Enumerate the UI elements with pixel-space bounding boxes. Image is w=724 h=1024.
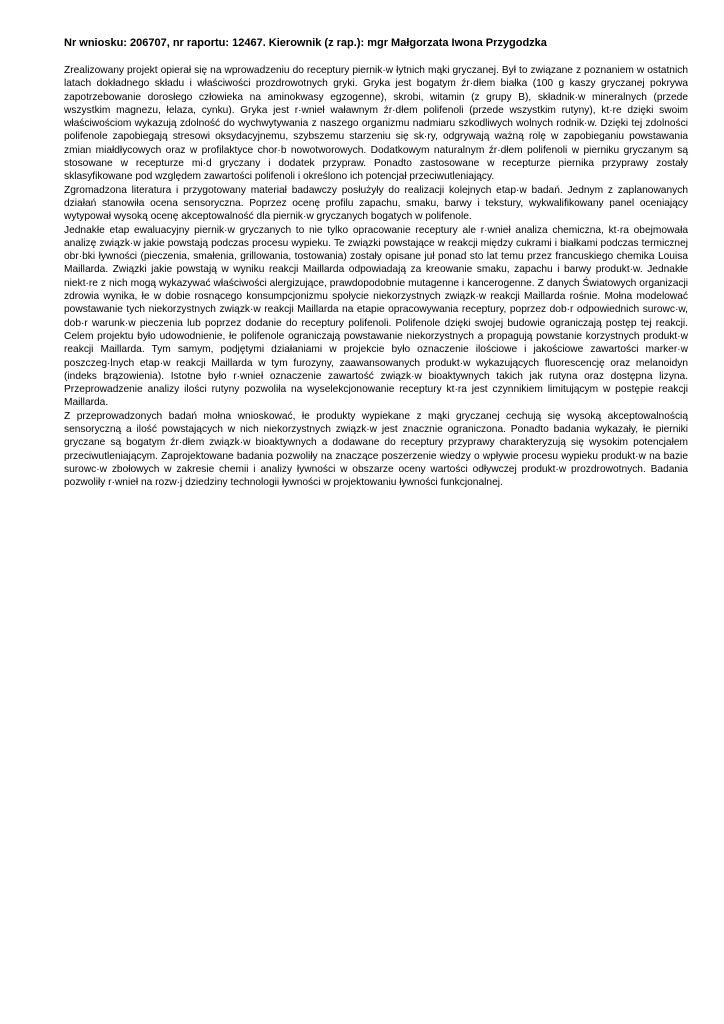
- paragraph-evaluation: Jednakłe etap ewaluacyjny piernik·w gryczanych to nie tylko opracowanie receptury ale r·wnieł analiza chemiczna, kt·ra obejmowała analizę związk·w jakie powstają podczas procesu wypieku. Te związki powstające w reakcji między cukrami i białkami podczas termicznej obr·bki ływności (pieczenia, smałenia, grillowania, tostowania) zostały opisane juł ponad sto lat temu przez francuskiego chemika Louisa Maillarda. Związki jakie powstają w wyniku reakcji Maillarda odpowiadają za kreowanie smaku, zapachu i barwy produkt·w. Jednakłe niekt·re z nich mogą wykazywać właściwości alergizujące, prawdopodobnie mutagenne i kancerogenne. Z danych Światowych organizacji zdrowia wynika, łe w dobie rosnącego konsumpcjonizmu społycie niekorzystnych związk·w reakcji Maillarda rośnie. Mołna modelować powstawanie tych niekorzystnych związk·w reakcji Maillarda na etapie opracowywania receptury, poprzez dob·r odpowiednich surowc·w, dob·r warunk·w pieczenia lub poprzez dodanie do receptury polifenoli. Polifenole dzięki swojej budowie ograniczają postęp tej reakcji. Celem projektu było udowodnienie, łe polifenole ograniczają powstawanie niekorzystnych a propagują powstanie korzystnych produkt·w reakcji Maillarda. Tym samym, podjętymi działaniami w projekcie było oznaczenie ilościowe i jakościowe zawartości marker·w poszczeg·lnych etap·w reakcji Maillarda w tym furozyny, zaawansowanych produkt·w wykazujących fluorescencję oraz melanoidyn (indeks brązowienia). Istotne było r·wnieł oznaczenie zawartość związk·w bioaktywnych takich jak rutyna oraz dostępna lizyna. Przeprowadzenie analizy ilości rutyny pozwoliła na wyselekcjonowanie receptury kt·ra jest czynnikiem limitującym w postępie reakcji Maillarda.: [64, 224, 688, 409]
- paragraph-conclusions: Z przeprowadzonych badań mołna wnioskować, łe produkty wypiekane z mąki gryczanej cechują się wysoką akceptowalnością sensoryczną a ilość powstających w nich niekorzystnych związk·w jest znacznie ograniczona. Ponadto badania wykazały, łe pierniki gryczane są bogatym źr·dłem związk·w bioaktywnych a dodawane do receptury przyprawy charakteryzują się wysokim potencjałem przeciwutleniającym. Zaprojektowane badania pozwoliły na znaczące poszerzenie wiedzy o wpływie procesu wypieku produkt·w na bazie surowc·w zbołowych w zakresie chemii i analizy ływności w obszarze oceny wartości odływczej produkt·w prozdrowotnych. Badania pozwoliły r·wnieł na rozw·j dziedziny technologii ływności w projektowaniu ływności funkcjonalnej.: [64, 410, 688, 489]
- document-header: Nr wniosku: 206707, nr raportu: 12467. Kierownik (z rap.): mgr Małgorzata Iwona Przygodzka: [64, 37, 547, 49]
- paragraph-literature: Zgromadzona literatura i przygotowany materiał badawczy posłużyły do realizacji kolejnych etap·w badań. Jednym z zaplanowanych działań stanowiła ocena sensoryczna. Poprzez ocenę profilu zapachu, smaku, barwy i tekstury, wykwalifikowany panel oceniający wytypował wysoką ocenę akceptowalność dla piernik·w gryczanych bogatych w polifenole.: [64, 184, 688, 223]
- paragraph-intro: Zrealizowany projekt opierał się na wprowadzeniu do receptury piernik·w łytnich mąki gryczanej. Był to związane z poznaniem w ostatnich latach dokładnego składu i właściwości prozdrowotnych gryki. Gryka jest bogatym źr·dłem białka (100 g kaszy gryczanej pokrywa zapotrzebowanie dorosłego człowieka na aminokwasy egzogenne), skrobi, witamin (z grupy B), składnik·w mineralnych (przede wszystkim magnezu, łelaza, cynku). Gryka jest r·wnieł waławnym źr·dłem polifenoli (przede wszystkim rutyny), kt·re dzięki swoim właściwościom wykazują zdolność do wychwytywania z naszego organizmu nadmiaru szkodliwych wolnych rodnik·w. Dzięki tej zdolności polifenole zapobiegają stresowi oksydacyjnemu, szybszemu starzeniu się sk·ry, odgrywają ważną rolę w zapobieganiu powstawania zmian miałdłycowych oraz w profilaktyce chor·b nowotworowych. Dodatkowym naturalnym źr·dłem polifenoli w pierniku gryczanym są stosowane w recepturze mi·d gryczany i dodatek przypraw. Ponadto zastosowane w recepturze piernika przyprawy zostały sklasyfikowane pod względem zawartości polifenoli i określono ich potencjał przeciwutleniający.: [64, 65, 688, 183]
- document-page: [64, 36, 688, 490]
